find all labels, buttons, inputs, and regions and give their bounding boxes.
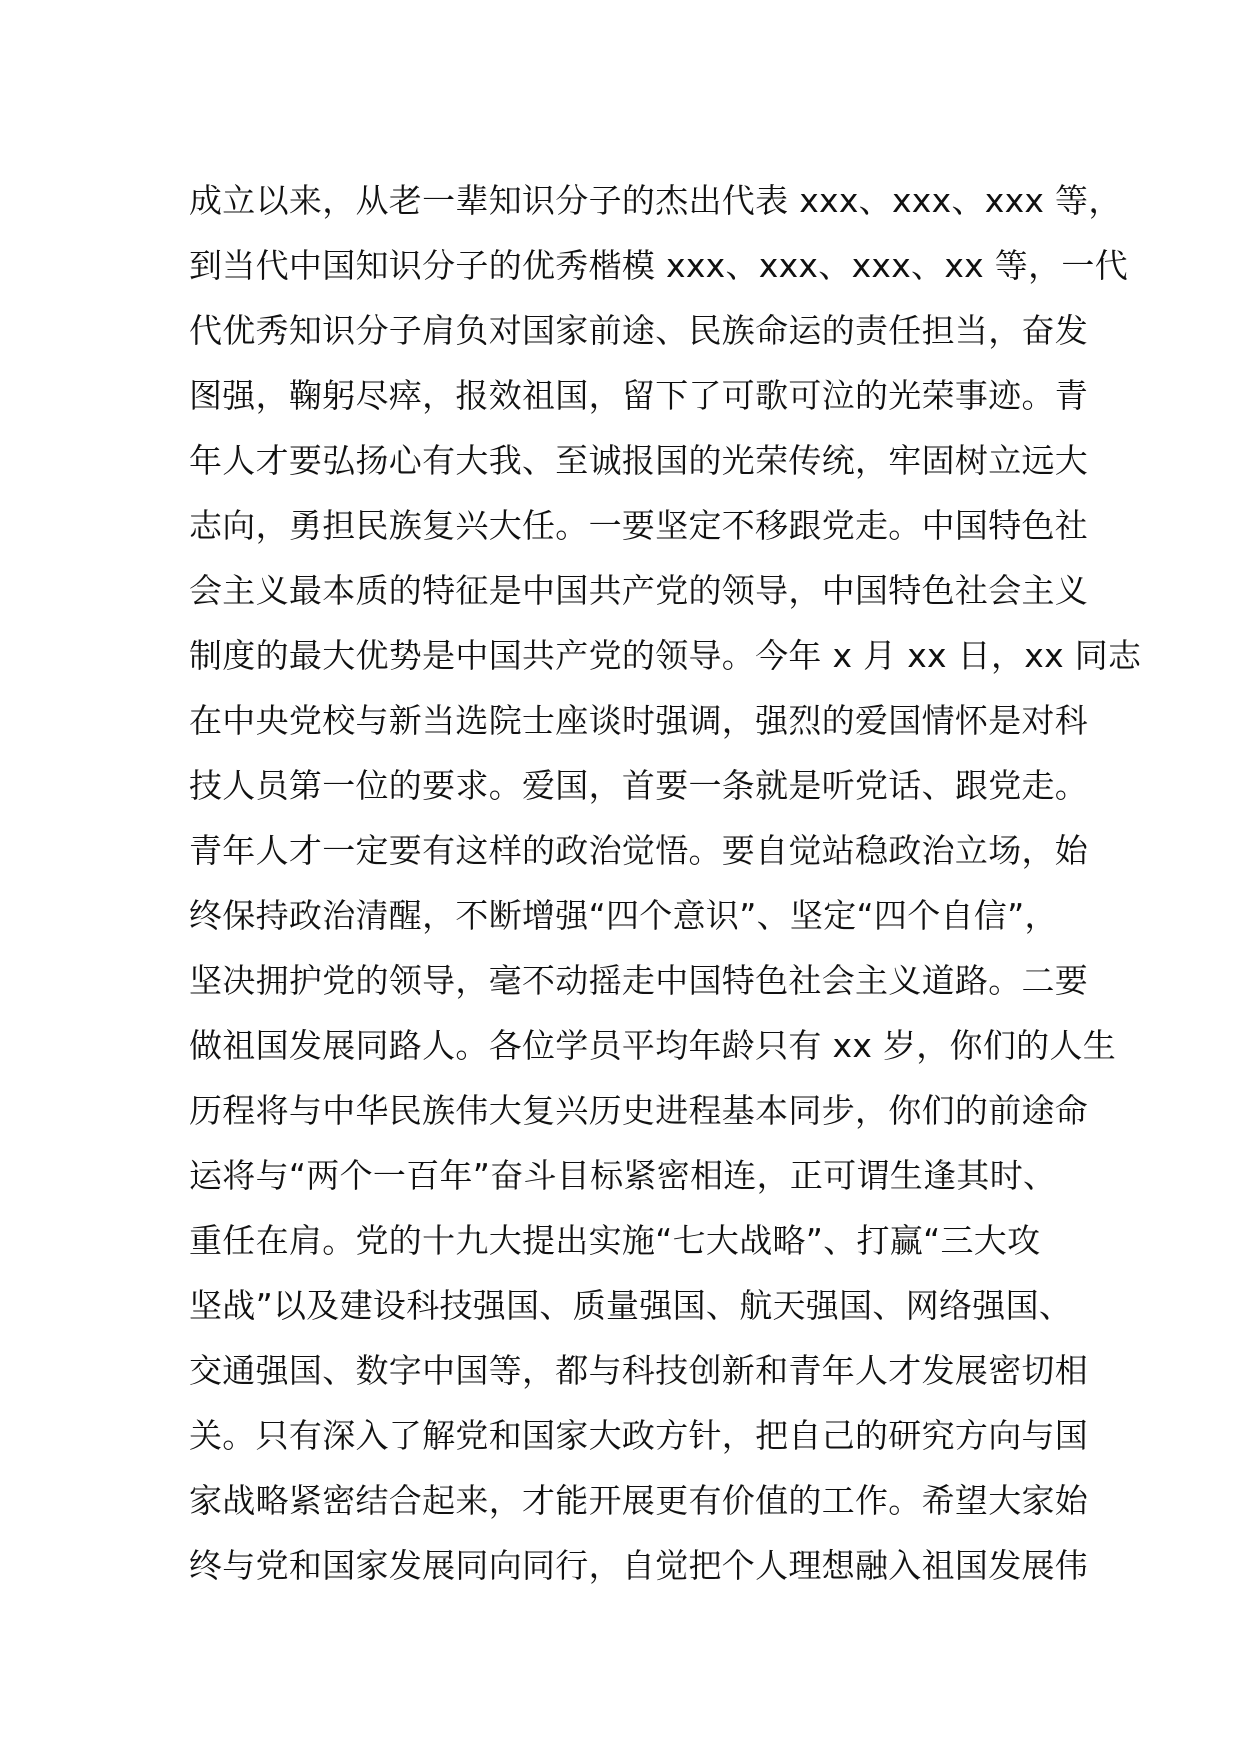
text-line: 到当代中国知识分子的优秀楷模 xxx、xxx、xxx、xx 等，一代 bbox=[189, 246, 1129, 285]
text-line: 终保持政治清醒，不断增强“四个意识”、坚定“四个自信”， bbox=[189, 896, 1058, 935]
text-line: 关。只有深入了解党和国家大政方针，把自己的研究方向与国 bbox=[189, 1416, 1089, 1455]
text-line: 坚战”以及建设科技强国、质量强国、航天强国、网络强国、 bbox=[189, 1286, 1073, 1325]
text-line: 志向，勇担民族复兴大任。一要坚定不移跟党走。中国特色社 bbox=[189, 506, 1089, 545]
text-line: 坚决拥护党的领导，毫不动摇走中国特色社会主义道路。二要 bbox=[189, 961, 1089, 1000]
text-line: 图强，鞠躬尽瘁，报效祖国，留下了可歌可泣的光荣事迹。青 bbox=[189, 376, 1089, 415]
text-line: 交通强国、数字中国等，都与科技创新和青年人才发展密切相 bbox=[189, 1351, 1089, 1390]
text-line: 运将与“两个一百年”奋斗目标紧密相连，正可谓生逢其时、 bbox=[189, 1156, 1057, 1195]
text-line: 终与党和国家发展同向同行，自觉把个人理想融入祖国发展伟 bbox=[189, 1546, 1089, 1585]
body-paragraph bbox=[189, 168, 1142, 1598]
text-line: 年人才要弘扬心有大我、至诚报国的光荣传统，牢固树立远大 bbox=[189, 441, 1089, 480]
text-line: 成立以来，从老一辈知识分子的杰出代表 xxx、xxx、xxx 等， bbox=[189, 181, 1122, 220]
text-line: 重任在肩。党的十九大提出实施“七大战略”、打赢“三大攻 bbox=[189, 1221, 1041, 1260]
text-line: 代优秀知识分子肩负对国家前途、民族命运的责任担当，奋发 bbox=[189, 311, 1089, 350]
text-line: 做祖国发展同路人。各位学员平均年龄只有 xx 岁，你们的人生 bbox=[189, 1026, 1117, 1065]
text-line: 制度的最大优势是中国共产党的领导。今年 x 月 xx 日，xx 同志 bbox=[189, 636, 1142, 675]
text-line: 青年人才一定要有这样的政治觉悟。要自觉站稳政治立场，始 bbox=[189, 831, 1089, 870]
text-line: 技人员第一位的要求。爱国，首要一条就是听党话、跟党走。 bbox=[189, 766, 1089, 805]
text-line: 在中央党校与新当选院士座谈时强调，强烈的爱国情怀是对科 bbox=[189, 701, 1089, 740]
text-line: 历程将与中华民族伟大复兴历史进程基本同步，你们的前途命 bbox=[189, 1091, 1089, 1130]
text-line: 家战略紧密结合起来，才能开展更有价值的工作。希望大家始 bbox=[189, 1481, 1089, 1520]
text-line: 会主义最本质的特征是中国共产党的领导，中国特色社会主义 bbox=[189, 571, 1089, 610]
